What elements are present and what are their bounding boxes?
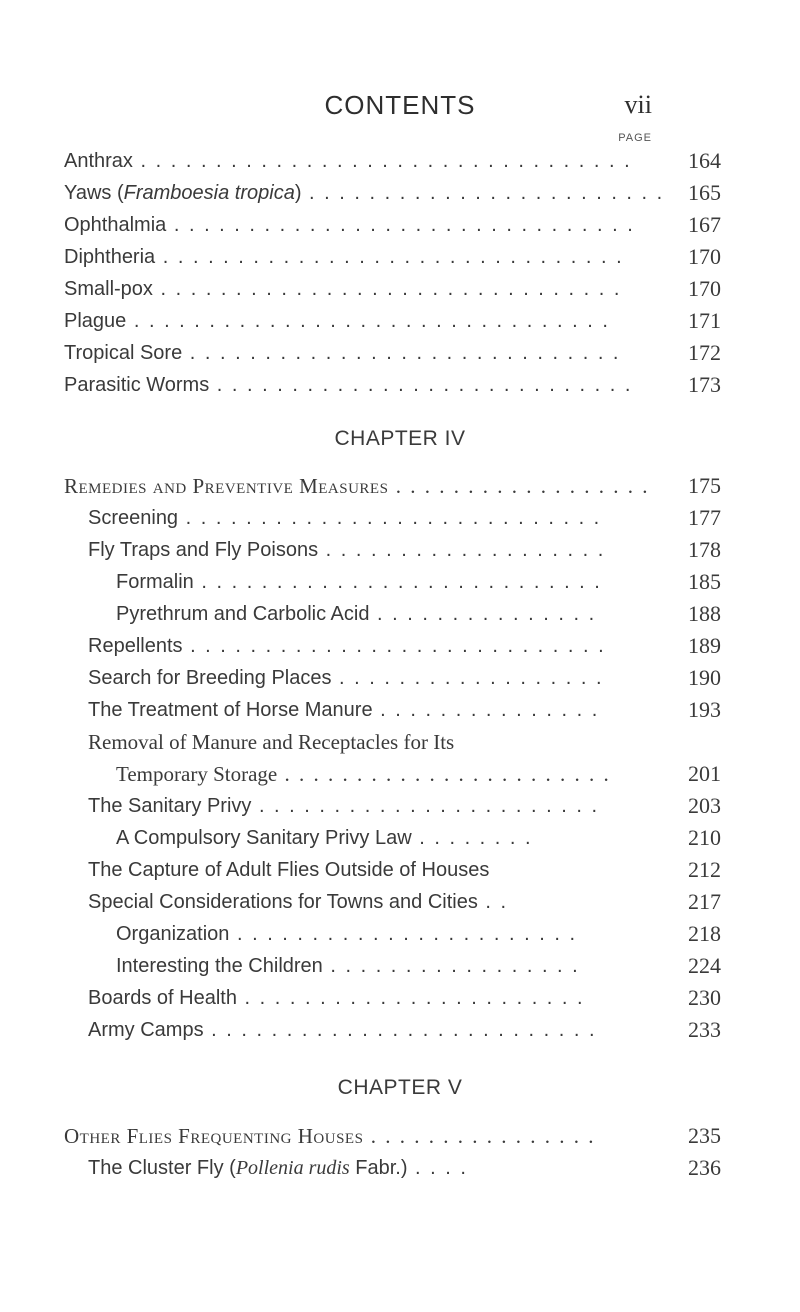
entry-page: 165 xyxy=(688,180,721,205)
toc-entry[interactable]: Diphtheria . . . . . . . . . . . . . . . . . . . . . . . . . . . . . . . 170 xyxy=(0,243,800,271)
toc-entry[interactable]: A Compulsory Sanitary Privy Law . . . . . . . . 210 xyxy=(0,824,800,852)
entry-title: Temporary Storage xyxy=(116,762,278,786)
entry-page: 193 xyxy=(688,697,721,722)
toc-entry[interactable]: Plague . . . . . . . . . . . . . . . . . . . . . . . . . . . . . . . . 171 xyxy=(0,307,800,335)
toc-entry[interactable]: Special Considerations for Towns and Cities . . 217 xyxy=(0,888,800,916)
entry-title: Remedies and Preventive Measures xyxy=(64,474,389,498)
entry-title: Pyrethrum and Carbolic Acid xyxy=(116,603,370,625)
page-number: vii xyxy=(624,90,652,119)
entry-page: 212 xyxy=(688,857,721,882)
entry-title: Plague xyxy=(64,310,127,332)
entry-title: The Treatment of Horse Manure xyxy=(88,699,373,721)
entry-title: Ophthalmia xyxy=(64,214,167,236)
entry-title-suffix: Fabr.) xyxy=(349,1157,408,1179)
entry-title: Screening xyxy=(88,507,179,529)
entry-title: Tropical Sore xyxy=(64,342,183,364)
entry-title: Other Flies Frequenting Houses xyxy=(64,1124,364,1148)
toc-entry[interactable]: Anthrax . . . . . . . . . . . . . . . . . . . . . . . . . . . . . . . . . 164 xyxy=(0,147,800,175)
toc-entry[interactable]: Ophthalmia . . . . . . . . . . . . . . . . . . . . . . . . . . . . . . . 167 xyxy=(0,211,800,239)
entry-page: 218 xyxy=(688,921,721,946)
entry-title: Organization xyxy=(116,923,230,945)
entry-title: Diphtheria xyxy=(64,246,156,268)
entry-page: 185 xyxy=(688,569,721,594)
entry-page: 233 xyxy=(688,1017,721,1042)
page-column-label: PAGE xyxy=(618,132,652,144)
entry-page: 217 xyxy=(688,889,721,914)
toc-entry[interactable]: Screening . . . . . . . . . . . . . . . . . . . . . . . . . . . . 177 xyxy=(0,504,800,532)
entry-title-italic: Pollenia rudis xyxy=(235,1157,350,1179)
entry-page: 167 xyxy=(688,212,721,237)
entry-page: 173 xyxy=(688,372,721,397)
toc-entry[interactable]: Parasitic Worms . . . . . . . . . . . . . . . . . . . . . . . . . . . . 173 xyxy=(0,371,800,399)
entry-title: Removal of Manure and Receptacles for Its xyxy=(88,730,455,754)
entry-page: 188 xyxy=(688,601,721,626)
toc-entry[interactable]: The Sanitary Privy . . . . . . . . . . . . . . . . . . . . . . . 203 xyxy=(0,792,800,820)
entry-page: 203 xyxy=(688,793,721,818)
toc-entry[interactable] xyxy=(0,728,800,756)
toc-entry[interactable]: Formalin . . . . . . . . . . . . . . . . . . . . . . . . . . . 185 xyxy=(0,568,800,596)
entry-title: Special Considerations for Towns and Cities xyxy=(88,891,478,913)
toc-entry[interactable]: Organization . . . . . . . . . . . . . . . . . . . . . . . 218 xyxy=(0,920,800,948)
entry-page: 224 xyxy=(688,953,721,978)
entry-page: 210 xyxy=(688,825,721,850)
entry-title: Anthrax xyxy=(64,150,133,172)
entry-title: Repellents xyxy=(88,635,183,657)
entry-page: 172 xyxy=(688,340,721,365)
toc-entry[interactable]: Remedies and Preventive Measures . . . . . . . . . . . . . . . . . . 175 xyxy=(0,472,800,500)
entry-title: The Capture of Adult Flies Outside of Houses xyxy=(88,859,490,881)
entry-title: The Sanitary Privy xyxy=(88,795,252,817)
toc-entry[interactable]: Small-pox . . . . . . . . . . . . . . . . . . . . . . . . . . . . . . . 170 xyxy=(0,275,800,303)
entry-title: Boards of Health xyxy=(88,987,237,1009)
entry-page: 201 xyxy=(688,761,721,786)
entry-page: 170 xyxy=(688,244,721,269)
entry-page: 190 xyxy=(688,665,721,690)
entry-title: Army Camps xyxy=(88,1019,204,1041)
entry-title: Search for Breeding Places xyxy=(88,667,332,689)
toc-entry[interactable]: Temporary Storage . . . . . . . . . . . . . . . . . . . . . . . 201 xyxy=(0,760,800,788)
entry-title-prefix: Yaws ( xyxy=(64,182,124,204)
entry-page: 170 xyxy=(688,276,721,301)
toc-entry[interactable]: Interesting the Children . . . . . . . . . . . . . . . . . 224 xyxy=(0,952,800,980)
toc-entry[interactable]: Army Camps . . . . . . . . . . . . . . . . . . . . . . . . . . 233 xyxy=(0,1016,800,1044)
toc-entry[interactable]: Yaws (Framboesia tropica) . . . . . . . . . . . . . . . . . . . . . . . . 165 xyxy=(0,179,800,207)
toc-entry[interactable]: Boards of Health . . . . . . . . . . . . . . . . . . . . . . . 230 xyxy=(0,984,800,1012)
entry-page: 236 xyxy=(688,1155,721,1180)
toc-entry[interactable]: Search for Breeding Places . . . . . . . . . . . . . . . . . . 190 xyxy=(0,664,800,692)
entry-page: 171 xyxy=(688,308,721,333)
entry-title: Fly Traps and Fly Poisons xyxy=(88,539,319,561)
entry-title: Formalin xyxy=(116,571,194,593)
entry-title: Interesting the Children xyxy=(116,955,323,977)
entry-page: 178 xyxy=(688,537,721,562)
entry-title-prefix: The Cluster Fly ( xyxy=(88,1157,236,1179)
entry-title: A Compulsory Sanitary Privy Law xyxy=(116,827,412,849)
entry-page: 235 xyxy=(688,1123,721,1148)
toc-entry[interactable]: Other Flies Frequenting Houses . . . . . . . . . . . . . . . . 235 xyxy=(0,1122,800,1150)
toc-entry[interactable] xyxy=(0,856,800,884)
entry-title-suffix: ) xyxy=(294,182,302,204)
toc-entry[interactable]: The Treatment of Horse Manure . . . . . . . . . . . . . . . 193 xyxy=(0,696,800,724)
entry-title-italic: Framboesia tropica xyxy=(123,182,295,204)
entry-page: 175 xyxy=(688,473,721,498)
toc-entry[interactable]: Repellents . . . . . . . . . . . . . . . . . . . . . . . . . . . . 189 xyxy=(0,632,800,660)
toc-entry[interactable]: Tropical Sore . . . . . . . . . . . . . . . . . . . . . . . . . . . . . 172 xyxy=(0,339,800,367)
toc-entry[interactable]: Fly Traps and Fly Poisons . . . . . . . . . . . . . . . . . . . 178 xyxy=(0,536,800,564)
toc-entry[interactable]: The Cluster Fly (Pollenia rudis Fabr.) . . . . 236 xyxy=(0,1154,800,1182)
entry-page: 164 xyxy=(688,148,721,173)
chapter-heading: CHAPTER IV xyxy=(334,427,466,450)
chapter-heading: CHAPTER V xyxy=(337,1076,463,1099)
entry-page: 230 xyxy=(688,985,721,1010)
entry-title: Parasitic Worms xyxy=(64,374,210,396)
toc-entry[interactable]: Pyrethrum and Carbolic Acid . . . . . . . . . . . . . . . 188 xyxy=(0,600,800,628)
entry-page: 189 xyxy=(688,633,721,658)
entry-page: 177 xyxy=(688,505,721,530)
page-title: CONTENTS xyxy=(324,90,476,120)
entry-title: Small-pox xyxy=(64,278,153,300)
